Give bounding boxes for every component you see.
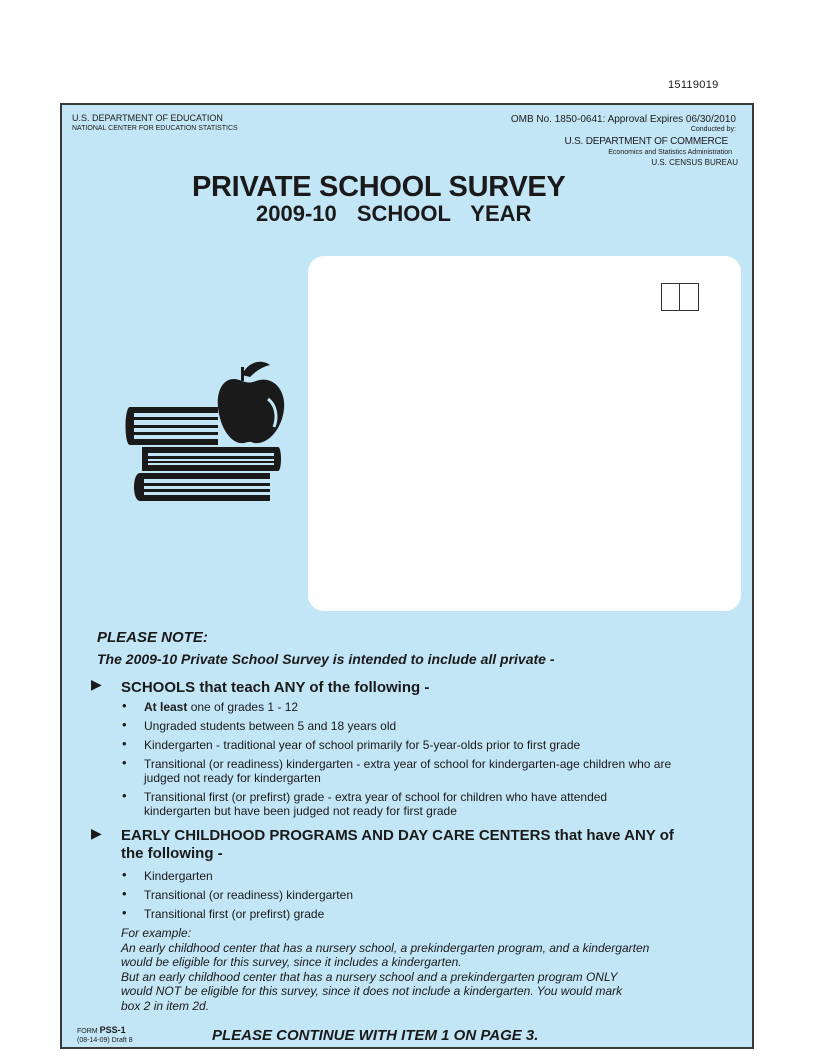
list-item: • Transitional (or readiness) kindergarten - extra year of school for kindergarten-age children who are judged not ready for kindergarten [120, 757, 684, 785]
department-name: U.S. DEPARTMENT OF EDUCATION [72, 113, 223, 123]
play-arrow-icon: ▶ [91, 676, 102, 692]
example-line: An early childhood center that has a nursery school, a prekindergarten program, and a kindergarten [121, 940, 650, 955]
example-line: But an early childhood center that has a nursery school and a prekindergarten program ONLY [121, 969, 618, 984]
schools-heading: SCHOOLS that teach ANY of the following - [121, 679, 430, 696]
mailing-label-area [308, 256, 741, 611]
early-childhood-criteria-list [120, 869, 353, 926]
note-heading: PLEASE NOTE: [97, 629, 208, 646]
play-arrow-icon: ▶ [91, 825, 102, 841]
list-item: • Transitional first (or prefirst) grade [120, 907, 353, 921]
form-date: (08-14-09) Draft 8 [77, 1037, 133, 1044]
list-item: • Kindergarten [120, 869, 353, 883]
commerce-department: U.S. DEPARTMENT OF COMMERCE [564, 136, 728, 147]
list-item: • Transitional first (or prefirst) grade - extra year of school for children who have attended kindergarten but have been judged not ready for first grade [120, 790, 664, 818]
example-line: For example: [121, 926, 192, 940]
books-and-apple-icon [124, 343, 290, 503]
conducted-by-label: Conducted by: [690, 126, 736, 133]
continue-instruction: PLEASE CONTINUE WITH ITEM 1 ON PAGE 3. [212, 1027, 539, 1044]
example-line: would NOT be eligible for this survey, since it does not include a kindergarten. You would mark [121, 984, 623, 999]
early-childhood-heading: EARLY CHILDHOOD PROGRAMS AND DAY CARE CENTERS that have ANY of the following - [121, 827, 674, 862]
form-number: FORM PSS-1 [77, 1025, 126, 1035]
id-boxes [661, 283, 699, 311]
id-box-left[interactable] [661, 283, 680, 311]
list-item: • Transitional (or readiness) kindergarten [120, 888, 353, 902]
note-intro: The 2009-10 Private School Survey is intended to include all private - [97, 651, 555, 667]
example-line: box 2 in item 2d. [121, 998, 210, 1013]
omb-approval: OMB No. 1850-0641: Approval Expires 06/30/2010 [510, 114, 736, 125]
survey-year: 2009-10 SCHOOL YEAR [256, 201, 532, 226]
survey-title: PRIVATE SCHOOL SURVEY [192, 171, 566, 203]
id-box-right[interactable] [680, 283, 699, 311]
list-item: • Kindergarten - traditional year of school primarily for 5-year-olds prior to first grade [120, 738, 684, 752]
census-bureau: U.S. CENSUS BUREAU [651, 158, 738, 167]
example-paragraph [121, 926, 649, 1014]
example-line: would be eligible for this survey, since it includes a kindergarten. [121, 955, 462, 970]
econ-administration: Economics and Statistics Administration [608, 149, 732, 156]
schools-criteria-list [120, 700, 684, 823]
document-id: 15119019 [668, 79, 719, 91]
center-name: NATIONAL CENTER FOR EDUCATION STATISTICS [72, 125, 238, 132]
form-page [60, 103, 754, 1049]
list-item: • Ungraded students between 5 and 18 years old [120, 719, 684, 733]
list-item: • At least one of grades 1 - 12 [120, 700, 684, 714]
